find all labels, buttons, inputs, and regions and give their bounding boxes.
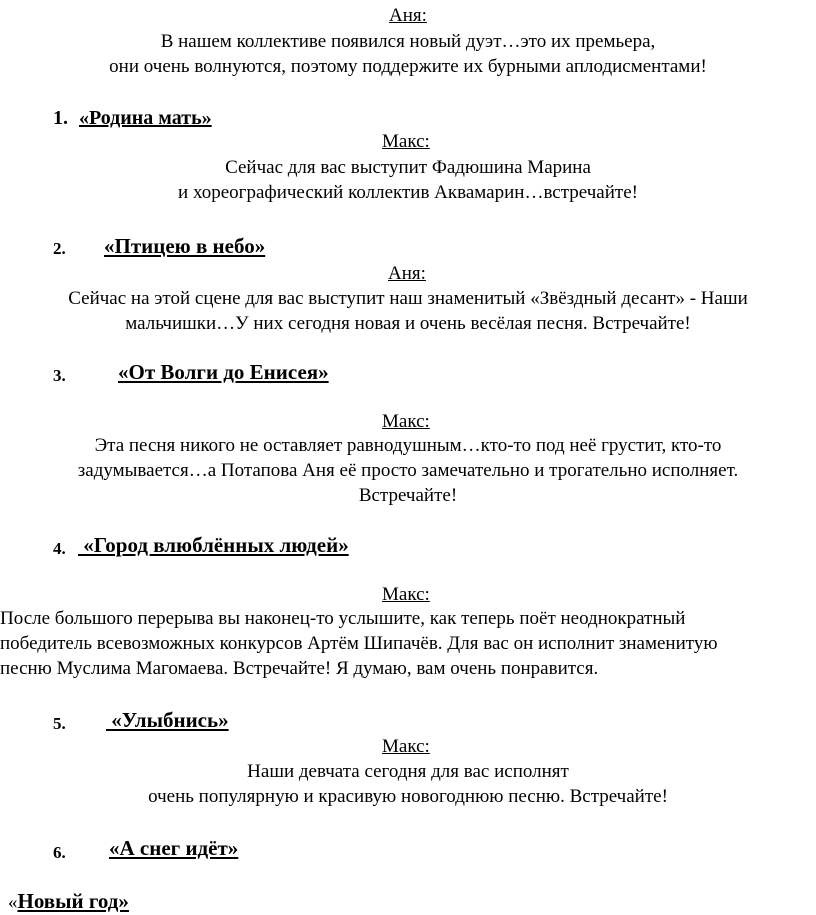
item-5-title: «Улыбнись» [106, 708, 229, 732]
item-6-number: 6. [53, 843, 66, 862]
item-2-number: 2. [53, 239, 66, 258]
item-3-line-2: задумывается…а Потапова Аня её просто замечательно и трогательно исполняет. [77, 460, 739, 481]
speaker-label: Макс: [382, 736, 430, 757]
item-3-line-1: Эта песня никого не оставляет равнодушным…кто-то под неё грустит, кто-то [94, 435, 722, 456]
item-2-title: «Птицею в небо» [104, 234, 266, 258]
item-4-speaker [0, 583, 430, 607]
song-title: «Родина мать» [79, 107, 212, 129]
item-1-heading [53, 106, 212, 130]
speaker-label: Аня: [389, 5, 427, 26]
item-2-speaker [0, 262, 426, 286]
item-2-line-1: Сейчас на этой сцене для вас выступит наш знаменитый «Звёздный десант» - Наши [68, 288, 748, 309]
item-6-title: «А снег идёт» [109, 836, 239, 860]
item-4-number: 4. [53, 539, 66, 558]
speaker-label: Макс: [382, 131, 430, 152]
item-5-line-2: очень популярную и красивую новогоднюю песню. Встречайте! [148, 786, 668, 807]
speaker-label: Макс: [382, 584, 430, 605]
item-number: 1. [53, 107, 68, 129]
item-1-line-1: Сейчас для вас выступит Фадюшина Марина [225, 157, 591, 178]
item-1-speaker [0, 130, 430, 154]
item-4-line-3: песню Муслима Магомаева. Встречайте! Я думаю, вам очень понравится. [0, 658, 599, 679]
song-title: Новый год» [17, 889, 129, 913]
item-5-speaker [0, 735, 430, 759]
item-5-number: 5. [53, 714, 66, 733]
item-3-title: «От Волги до Енисея» [118, 360, 329, 384]
item-5-line-1: Наши девчата сегодня для вас исполнят [247, 761, 569, 782]
intro-line-2: они очень волнуются, поэтому поддержите их бурными аплодисментами! [109, 56, 707, 77]
item-4-title: «Город влюблённых людей» [78, 533, 349, 557]
open-quote: « [8, 892, 18, 913]
speaker-label: Макс: [382, 411, 430, 432]
final-heading [8, 889, 129, 915]
item-3-number: 3. [53, 366, 66, 385]
speaker-label: Аня: [388, 263, 426, 284]
item-2-line-2: мальчишки…У них сегодня новая и очень весёлая песня. Встречайте! [125, 313, 691, 334]
intro-speaker [0, 4, 816, 28]
item-3-speaker [0, 410, 430, 434]
item-1-line-2: и хореографический коллектив Аквамарин…встречайте! [178, 182, 638, 203]
item-3-line-3: Встречайте! [358, 485, 458, 506]
intro-line-1: В нашем коллективе появился новый дуэт…это их премьера, [160, 31, 656, 52]
item-4-line-2: победитель всевозможных конкурсов Артём Шипачёв. Для вас он исполнит знаменитую [0, 633, 718, 654]
item-4-line-1: После большого перерыва вы наконец-то услышите, как теперь поёт неоднократный [0, 608, 686, 629]
